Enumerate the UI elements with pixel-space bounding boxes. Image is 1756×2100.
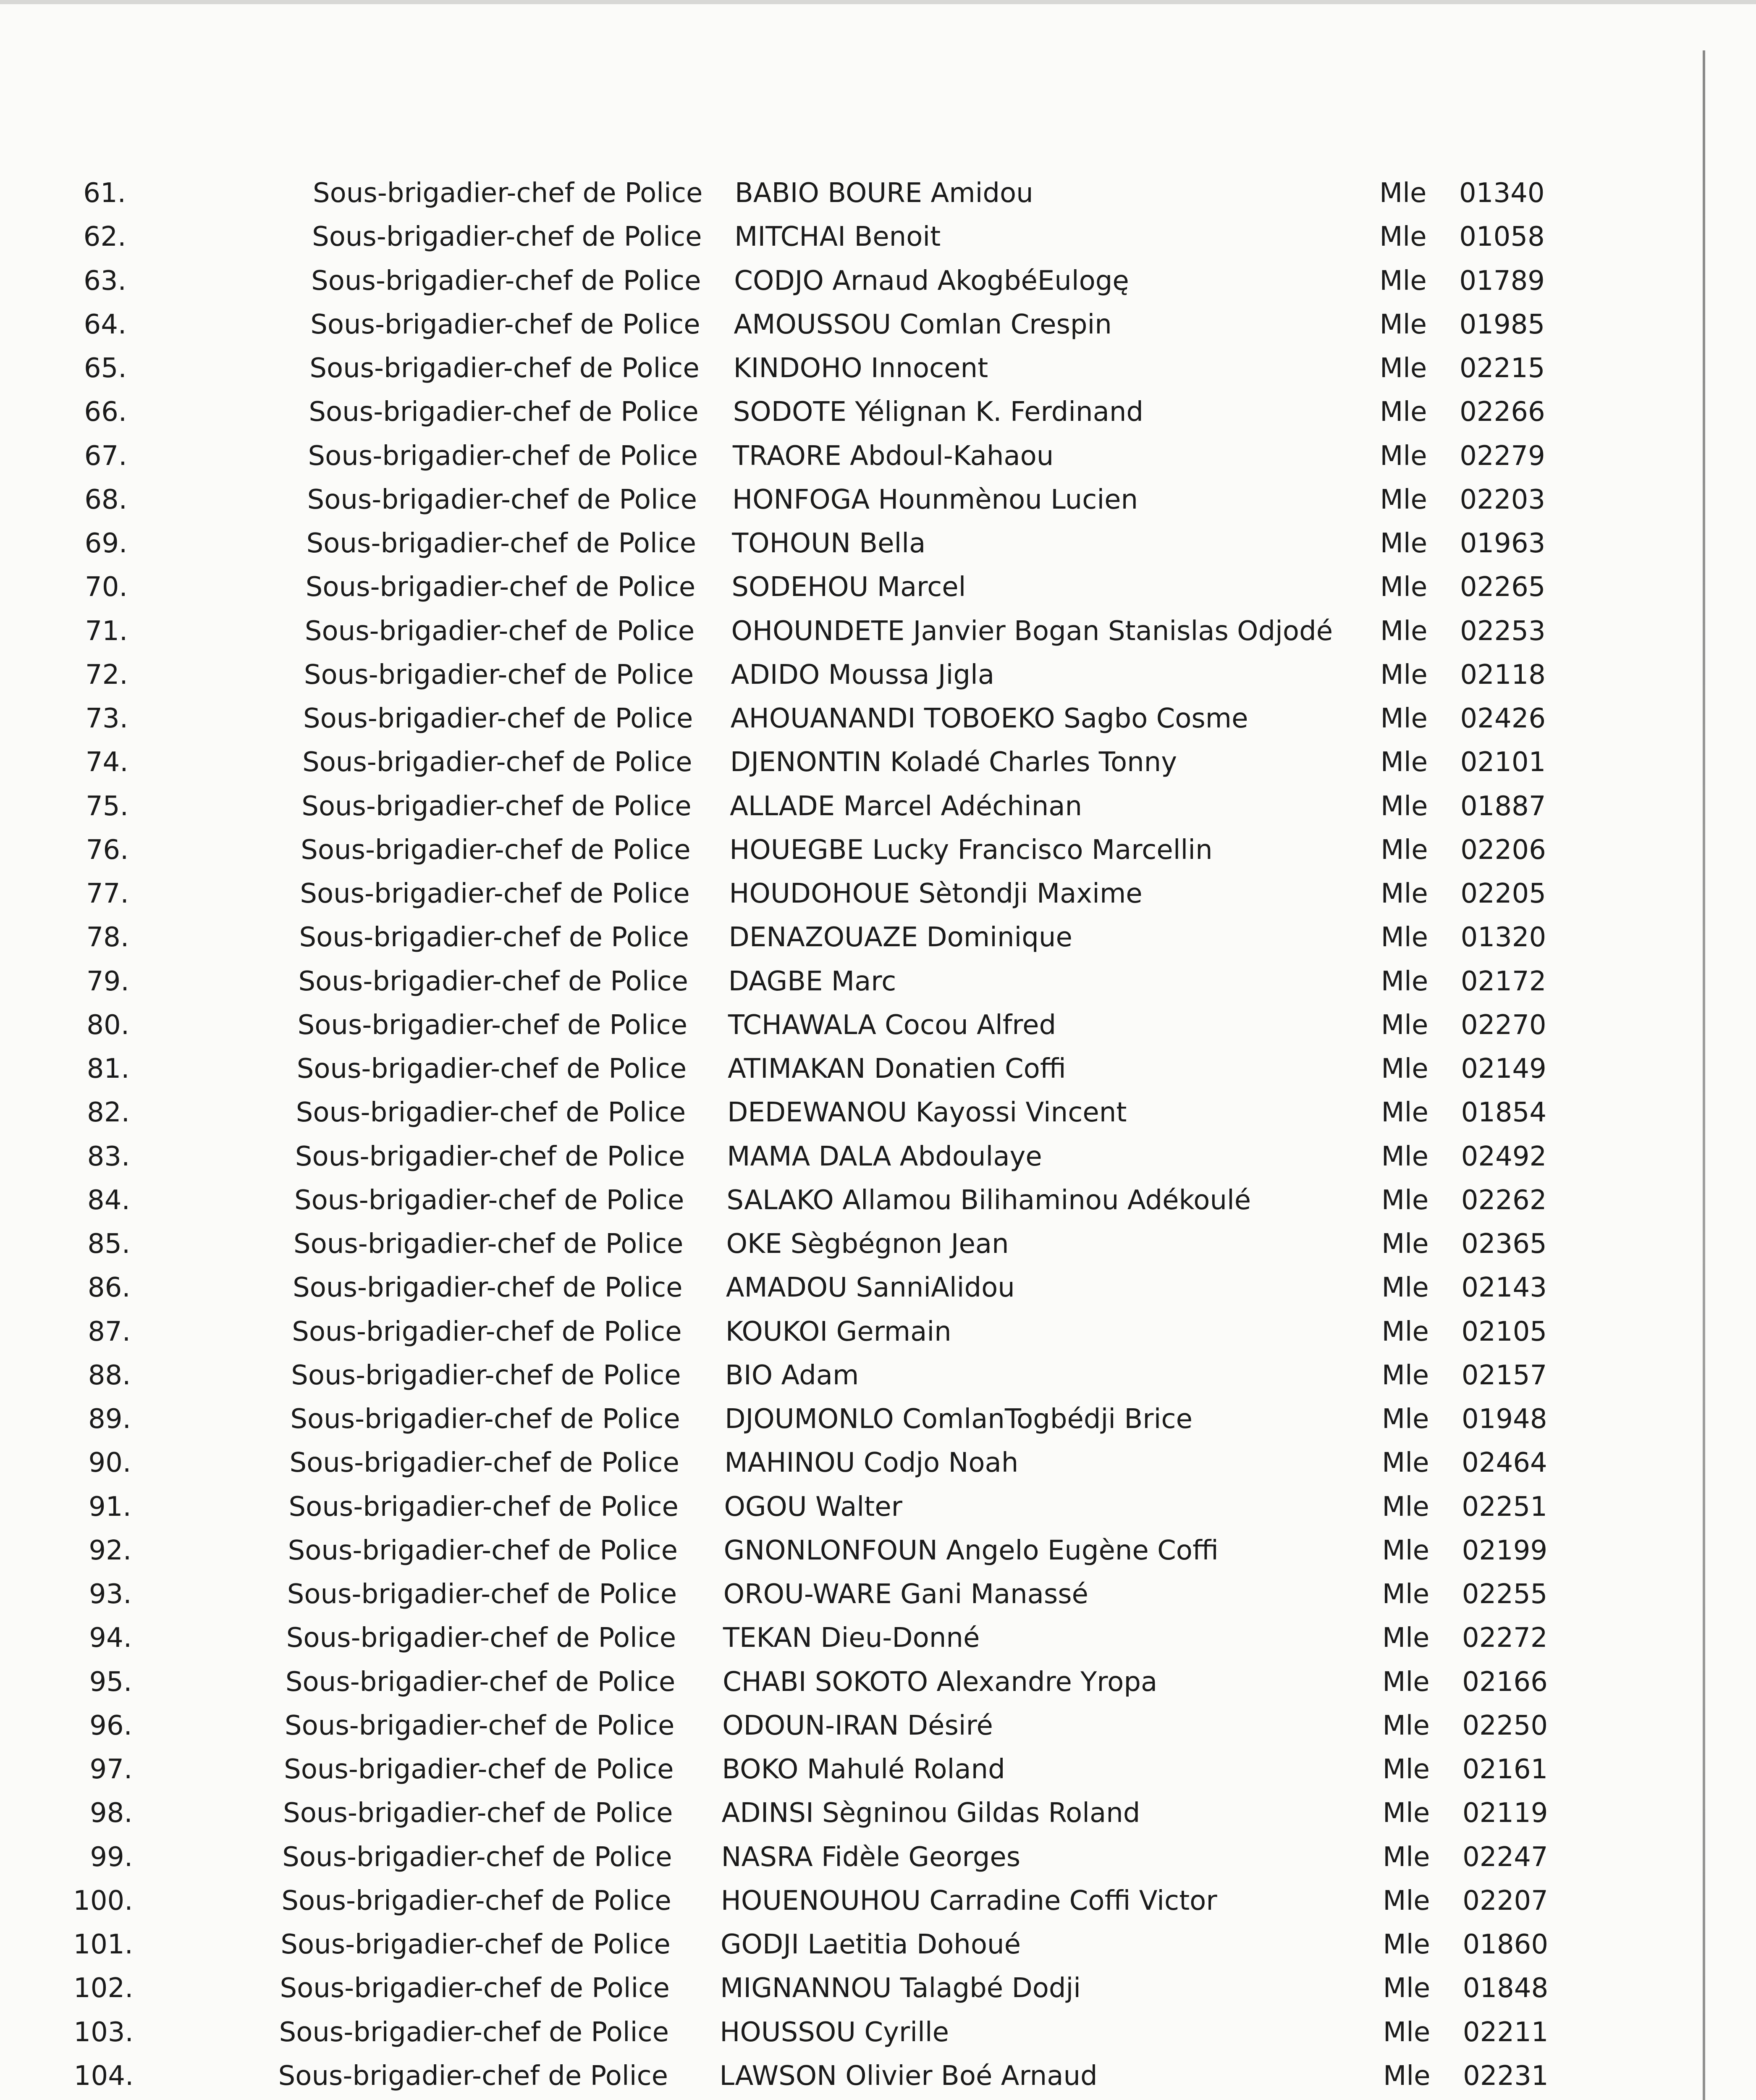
row-number: 93. xyxy=(89,1579,132,1610)
row-rank: Sous-brigadier-chef de Police xyxy=(300,878,690,910)
list-row xyxy=(0,1223,1756,1265)
row-mle-label: Mle xyxy=(1380,659,1428,690)
row-rank: Sous-brigadier-chef de Police xyxy=(288,1535,678,1566)
row-mle-label: Mle xyxy=(1380,615,1428,647)
row-name: ALLADE Marcel Adéchinan xyxy=(730,790,1082,822)
row-name: DAGBE Marc xyxy=(728,966,896,997)
row-number: 103. xyxy=(73,2016,134,2048)
row-mle-code: 02250 xyxy=(1462,1710,1548,1741)
row-mle-code: 01340 xyxy=(1459,178,1545,209)
row-number: 79. xyxy=(86,966,129,997)
row-rank: Sous-brigadier-chef de Police xyxy=(299,922,689,953)
row-mle-label: Mle xyxy=(1382,1447,1429,1479)
row-mle-code: 02211 xyxy=(1462,2016,1549,2048)
row-mle-code: 02272 xyxy=(1462,1622,1548,1654)
row-rank: Sous-brigadier-chef de Police xyxy=(301,834,691,866)
row-number: 104. xyxy=(73,2060,134,2092)
row-rank: Sous-brigadier-chef de Police xyxy=(293,1272,683,1304)
row-name: LAWSON Olivier Boé Arnaud xyxy=(719,2060,1098,2092)
row-name: AMOUSSOU Comlan Crespin xyxy=(734,309,1112,340)
row-mle-code: 02105 xyxy=(1461,1316,1547,1347)
row-mle-code: 02270 xyxy=(1461,1009,1546,1041)
row-mle-label: Mle xyxy=(1381,966,1428,997)
row-mle-label: Mle xyxy=(1383,1841,1430,1873)
row-name: SALAKO Allamou Bilihaminou Adékoulé xyxy=(726,1184,1251,1216)
row-mle-code: 01887 xyxy=(1460,790,1546,822)
row-name: MIGNANNOU Talagbé Dodji xyxy=(720,1973,1081,2004)
list-row xyxy=(0,1004,1756,1046)
list-row xyxy=(0,1705,1756,1747)
list-row xyxy=(0,1048,1756,1090)
row-mle-code: 02247 xyxy=(1462,1841,1548,1873)
list-row xyxy=(0,1880,1756,1922)
list-row xyxy=(0,785,1756,827)
row-rank: Sous-brigadier-chef de Police xyxy=(294,1228,684,1260)
row-rank: Sous-brigadier-chef de Police xyxy=(309,353,700,384)
row-number: 98. xyxy=(89,1798,133,1829)
row-rank: Sous-brigadier-chef de Police xyxy=(296,1053,687,1085)
row-mle-code: 02203 xyxy=(1460,484,1546,515)
row-mle-label: Mle xyxy=(1381,834,1428,866)
row-name: ADIDO Moussa Jigla xyxy=(731,659,995,690)
row-mle-label: Mle xyxy=(1381,1316,1429,1347)
list-row xyxy=(0,741,1756,783)
row-name: DJOUMONLO ComlanTogbédji Brice xyxy=(725,1404,1193,1435)
row-rank: Sous-brigadier-chef de Police xyxy=(292,1316,682,1347)
row-name: ADINSI Sègninou Gildas Roland xyxy=(721,1798,1140,1829)
row-name: AMADOU SanniAlidou xyxy=(726,1272,1015,1304)
row-mle-label: Mle xyxy=(1380,572,1428,603)
row-rank: Sous-brigadier-chef de Police xyxy=(304,615,695,647)
list-row xyxy=(0,435,1756,477)
row-rank: Sous-brigadier-chef de Police xyxy=(309,396,699,428)
row-rank: Sous-brigadier-chef de Police xyxy=(311,265,701,297)
row-mle-code: 02119 xyxy=(1462,1798,1548,1829)
row-mle-code: 01848 xyxy=(1462,1973,1549,2004)
row-number: 99. xyxy=(90,1841,133,1873)
row-number: 70. xyxy=(85,572,128,603)
row-mle-label: Mle xyxy=(1380,396,1427,428)
list-row xyxy=(0,1836,1756,1878)
row-rank: Sous-brigadier-chef de Police xyxy=(306,528,697,559)
row-name: DJENONTIN Koladé Charles Tonny xyxy=(730,747,1177,778)
list-row xyxy=(0,2011,1756,2053)
row-rank: Sous-brigadier-chef de Police xyxy=(304,659,694,690)
row-rank: Sous-brigadier-chef de Police xyxy=(280,1929,671,1961)
row-name: CHABI SOKOTO Alexandre Yropa xyxy=(723,1666,1158,1698)
row-name: DENAZOUAZE Dominique xyxy=(729,922,1072,953)
row-mle-label: Mle xyxy=(1383,1929,1430,1961)
list-row xyxy=(0,916,1756,958)
row-mle-label: Mle xyxy=(1380,747,1428,778)
list-row xyxy=(0,961,1756,1003)
row-name: BIO Adam xyxy=(725,1360,859,1391)
list-row xyxy=(0,304,1756,346)
row-mle-label: Mle xyxy=(1379,265,1427,297)
row-mle-code: 02262 xyxy=(1461,1184,1547,1216)
row-number: 82. xyxy=(87,1097,130,1129)
row-name: TOHOUN Bella xyxy=(732,528,926,559)
list-row xyxy=(0,698,1756,740)
row-name: HOUEGBE Lucky Francisco Marcellin xyxy=(729,834,1213,866)
row-mle-label: Mle xyxy=(1382,1754,1430,1785)
row-number: 68. xyxy=(84,484,127,515)
row-rank: Sous-brigadier-chef de Police xyxy=(294,1184,684,1216)
row-rank: Sous-brigadier-chef de Police xyxy=(284,1754,674,1785)
row-mle-code: 02266 xyxy=(1460,396,1545,428)
row-number: 95. xyxy=(89,1666,132,1698)
row-mle-label: Mle xyxy=(1381,1404,1429,1435)
row-mle-code: 02279 xyxy=(1460,440,1545,472)
row-mle-code: 02205 xyxy=(1460,878,1546,910)
row-mle-code: 02253 xyxy=(1460,615,1546,647)
row-name: OKE Sègbégnon Jean xyxy=(726,1228,1009,1260)
list-row xyxy=(0,1530,1756,1572)
row-mle-label: Mle xyxy=(1382,1710,1430,1741)
list-row xyxy=(0,216,1756,258)
row-number: 78. xyxy=(86,922,129,953)
row-name: ODOUN-IRAN Désiré xyxy=(722,1710,993,1741)
row-number: 73. xyxy=(85,703,128,735)
list-row xyxy=(0,1573,1756,1615)
list-row xyxy=(0,1136,1756,1178)
row-mle-label: Mle xyxy=(1382,1491,1429,1522)
row-number: 81. xyxy=(86,1053,130,1085)
row-number: 87. xyxy=(88,1316,131,1347)
list-row xyxy=(0,1354,1756,1396)
row-mle-code: 02199 xyxy=(1462,1535,1548,1566)
list-row xyxy=(0,1267,1756,1309)
row-name: MAHINOU Codjo Noah xyxy=(724,1447,1019,1479)
row-number: 91. xyxy=(88,1491,131,1522)
row-mle-label: Mle xyxy=(1383,1973,1431,2004)
row-mle-code: 02101 xyxy=(1460,747,1546,778)
row-number: 96. xyxy=(89,1710,132,1741)
row-number: 69. xyxy=(84,528,128,559)
row-number: 64. xyxy=(84,309,127,340)
row-mle-code: 02265 xyxy=(1460,572,1546,603)
row-mle-label: Mle xyxy=(1379,353,1427,384)
row-number: 80. xyxy=(86,1009,130,1041)
list-row xyxy=(0,566,1756,608)
row-rank: Sous-brigadier-chef de Police xyxy=(283,1798,673,1829)
row-mle-label: Mle xyxy=(1382,1666,1430,1698)
row-rank: Sous-brigadier-chef de Police xyxy=(298,966,688,997)
row-mle-code: 02215 xyxy=(1459,353,1545,384)
row-rank: Sous-brigadier-chef de Police xyxy=(287,1579,677,1610)
row-name: TCHAWALA Cocou Alfred xyxy=(728,1009,1056,1041)
row-mle-label: Mle xyxy=(1382,1579,1430,1610)
row-number: 75. xyxy=(86,790,128,822)
row-mle-label: Mle xyxy=(1381,1272,1429,1304)
row-mle-label: Mle xyxy=(1381,1097,1428,1129)
row-rank: Sous-brigadier-chef de Police xyxy=(279,2016,669,2048)
row-name: BABIO BOURE Amidou xyxy=(735,178,1033,209)
row-mle-code: 02255 xyxy=(1462,1579,1548,1610)
row-mle-label: Mle xyxy=(1383,2060,1431,2092)
row-number: 72. xyxy=(85,659,128,690)
row-rank: Sous-brigadier-chef de Police xyxy=(303,703,693,735)
row-mle-label: Mle xyxy=(1381,1009,1428,1041)
row-rank: Sous-brigadier-chef de Police xyxy=(307,484,697,515)
row-name: TEKAN Dieu-Donné xyxy=(723,1622,980,1654)
row-mle-code: 01985 xyxy=(1459,309,1545,340)
row-number: 88. xyxy=(88,1360,131,1391)
list-row xyxy=(0,391,1756,433)
row-name: OROU-WARE Gani Manassé xyxy=(723,1579,1088,1610)
row-number: 86. xyxy=(87,1272,131,1304)
row-number: 83. xyxy=(87,1141,130,1172)
row-rank: Sous-brigadier-chef de Police xyxy=(280,1973,670,2004)
row-mle-label: Mle xyxy=(1380,528,1428,559)
row-rank: Sous-brigadier-chef de Police xyxy=(281,1885,671,1916)
row-mle-label: Mle xyxy=(1381,878,1428,910)
row-mle-code: 01860 xyxy=(1462,1929,1549,1961)
row-mle-label: Mle xyxy=(1380,484,1427,515)
row-name: CODJO Arnaud AkogbéEulogę xyxy=(734,265,1129,297)
row-number: 102. xyxy=(73,1973,134,2004)
row-mle-code: 02207 xyxy=(1462,1885,1548,1916)
list-row xyxy=(0,479,1756,521)
row-rank: Sous-brigadier-chef de Police xyxy=(296,1097,686,1129)
list-row xyxy=(0,2055,1756,2097)
list-row xyxy=(0,1179,1756,1221)
row-mle-label: Mle xyxy=(1381,1360,1429,1391)
list-row xyxy=(0,1398,1756,1440)
row-rank: Sous-brigadier-chef de Police xyxy=(313,178,703,209)
row-mle-code: 02166 xyxy=(1462,1666,1548,1698)
row-rank: Sous-brigadier-chef de Police xyxy=(301,790,692,822)
row-mle-code: 02149 xyxy=(1461,1053,1546,1085)
row-rank: Sous-brigadier-chef de Police xyxy=(285,1666,676,1698)
list-row xyxy=(0,1092,1756,1134)
list-row xyxy=(0,873,1756,915)
row-number: 101. xyxy=(73,1929,134,1961)
row-name: GODJI Laetitia Dohoué xyxy=(720,1929,1021,1961)
row-number: 97. xyxy=(89,1754,133,1785)
row-mle-label: Mle xyxy=(1379,178,1427,209)
row-number: 100. xyxy=(73,1885,133,1916)
row-mle-code: 01963 xyxy=(1460,528,1546,559)
row-mle-code: 02365 xyxy=(1461,1228,1547,1260)
row-rank: Sous-brigadier-chef de Police xyxy=(312,221,702,253)
row-mle-label: Mle xyxy=(1381,1228,1429,1260)
row-number: 67. xyxy=(84,440,127,472)
row-mle-code: 02426 xyxy=(1460,703,1546,735)
row-mle-code: 02157 xyxy=(1461,1360,1547,1391)
row-mle-label: Mle xyxy=(1380,703,1428,735)
row-rank: Sous-brigadier-chef de Police xyxy=(282,1841,672,1873)
row-rank: Sous-brigadier-chef de Police xyxy=(302,747,692,778)
row-mle-label: Mle xyxy=(1381,1184,1429,1216)
list-row xyxy=(0,172,1756,214)
row-name: DEDEWANOU Kayossi Vincent xyxy=(727,1097,1127,1129)
list-row xyxy=(0,1661,1756,1703)
list-row xyxy=(0,1967,1756,2009)
row-rank: Sous-brigadier-chef de Police xyxy=(278,2060,668,2092)
row-name: MITCHAI Benoit xyxy=(734,221,941,253)
row-name: NASRA Fidèle Georges xyxy=(721,1841,1021,1873)
row-mle-label: Mle xyxy=(1379,221,1427,253)
row-mle-label: Mle xyxy=(1383,1885,1430,1916)
row-mle-code: 01948 xyxy=(1461,1404,1547,1435)
row-name: OGOU Walter xyxy=(724,1491,902,1522)
row-rank: Sous-brigadier-chef de Police xyxy=(289,1447,679,1479)
row-name: SODOTE Yélignan K. Ferdinand xyxy=(733,396,1144,428)
row-mle-label: Mle xyxy=(1380,790,1428,822)
row-number: 66. xyxy=(84,396,127,428)
row-name: KOUKOI Germain xyxy=(725,1316,951,1347)
row-name: HOUDOHOUE Sètondji Maxime xyxy=(729,878,1143,910)
row-rank: Sous-brigadier-chef de Police xyxy=(310,309,700,340)
row-rank: Sous-brigadier-chef de Police xyxy=(305,572,696,603)
list-row xyxy=(0,1311,1756,1353)
row-number: 71. xyxy=(85,615,128,647)
row-number: 61. xyxy=(83,178,126,209)
list-row xyxy=(0,347,1756,389)
row-name: HOUENOUHOU Carradine Coffi Victor xyxy=(721,1885,1217,1916)
list-row xyxy=(0,522,1756,564)
row-rank: Sous-brigadier-chef de Police xyxy=(290,1404,680,1435)
row-mle-label: Mle xyxy=(1383,2016,1431,2048)
row-mle-code: 01854 xyxy=(1461,1097,1547,1129)
list-row xyxy=(0,1617,1756,1659)
row-rank: Sous-brigadier-chef de Police xyxy=(288,1491,679,1522)
list-row xyxy=(0,1442,1756,1484)
row-number: 77. xyxy=(86,878,129,910)
row-mle-label: Mle xyxy=(1380,440,1427,472)
list-row xyxy=(0,1486,1756,1528)
list-row xyxy=(0,1924,1756,1966)
row-name: KINDOHO Innocent xyxy=(733,353,988,384)
row-mle-code: 02231 xyxy=(1463,2060,1549,2092)
row-mle-label: Mle xyxy=(1379,309,1427,340)
row-name: MAMA DALA Abdoulaye xyxy=(727,1141,1042,1172)
row-number: 76. xyxy=(86,834,129,866)
row-number: 90. xyxy=(88,1447,131,1479)
row-name: GNONLONFOUN Angelo Eugène Coffi xyxy=(723,1535,1219,1566)
list-row xyxy=(0,654,1756,696)
row-mle-code: 02492 xyxy=(1461,1141,1547,1172)
row-mle-label: Mle xyxy=(1381,1141,1429,1172)
list-row xyxy=(0,829,1756,871)
row-mle-label: Mle xyxy=(1381,922,1428,953)
row-name: OHOUNDETE Janvier Bogan Stanislas Odjodé xyxy=(731,615,1333,647)
row-name: AHOUANANDI TOBOEKO Sagbo Cosme xyxy=(730,703,1248,735)
row-number: 89. xyxy=(88,1404,131,1435)
row-name: ATIMAKAN Donatien Coffi xyxy=(727,1053,1066,1085)
row-rank: Sous-brigadier-chef de Police xyxy=(291,1360,681,1391)
row-rank: Sous-brigadier-chef de Police xyxy=(286,1622,676,1654)
row-rank: Sous-brigadier-chef de Police xyxy=(295,1141,685,1172)
row-mle-code: 01320 xyxy=(1460,922,1546,953)
row-number: 94. xyxy=(89,1622,132,1654)
row-mle-label: Mle xyxy=(1382,1535,1429,1566)
row-mle-code: 02118 xyxy=(1460,659,1546,690)
row-name: BOKO Mahulé Roland xyxy=(722,1754,1005,1785)
row-rank: Sous-brigadier-chef de Police xyxy=(284,1710,675,1741)
row-number: 92. xyxy=(89,1535,132,1566)
row-mle-label: Mle xyxy=(1382,1798,1430,1829)
row-name: HOUSSOU Cyrille xyxy=(720,2016,949,2048)
row-number: 65. xyxy=(84,353,127,384)
row-rank: Sous-brigadier-chef de Police xyxy=(297,1009,687,1041)
row-name: SODEHOU Marcel xyxy=(731,572,966,603)
row-mle-code: 02161 xyxy=(1462,1754,1548,1785)
row-number: 85. xyxy=(87,1228,131,1260)
row-number: 63. xyxy=(84,265,126,297)
list-row xyxy=(0,1792,1756,1834)
row-rank: Sous-brigadier-chef de Police xyxy=(308,440,698,472)
row-mle-code: 01058 xyxy=(1459,221,1545,253)
row-number: 62. xyxy=(83,221,126,253)
list-row xyxy=(0,1748,1756,1790)
row-name: TRAORE Abdoul-Kahaou xyxy=(732,440,1054,472)
row-mle-code: 01789 xyxy=(1459,265,1545,297)
row-mle-code: 02251 xyxy=(1462,1491,1547,1522)
row-number: 74. xyxy=(85,747,128,778)
row-mle-code: 02172 xyxy=(1460,966,1546,997)
row-mle-code: 02143 xyxy=(1461,1272,1547,1304)
row-mle-label: Mle xyxy=(1382,1622,1430,1654)
list-row xyxy=(0,610,1756,652)
row-mle-label: Mle xyxy=(1381,1053,1428,1085)
row-mle-code: 02206 xyxy=(1460,834,1546,866)
row-mle-code: 02464 xyxy=(1462,1447,1547,1479)
list-row xyxy=(0,260,1756,302)
row-number: 84. xyxy=(87,1184,130,1216)
row-name: HONFOGA Hounmènou Lucien xyxy=(732,484,1138,515)
